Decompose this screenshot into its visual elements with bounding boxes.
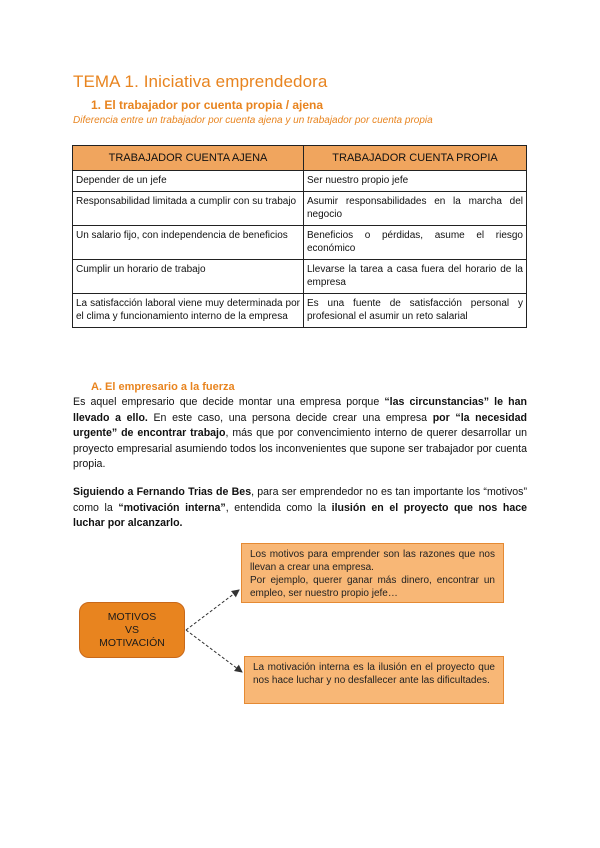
bold-run: “motivación interna” [118,501,226,514]
motivos-vs-motivacion-box [79,602,185,658]
text-run: , para ser emprendedor no es tan importante los “motivos” como la [73,486,527,514]
section-subheading: Diferencia entre un trabajador por cuenta ajena y un trabajador por cuenta propia [73,115,433,126]
table-cell: La satisfacción laboral viene muy determinada por el clima y funcionamiento interno de la empresa [73,294,304,328]
table-cell: Ser nuestro propio jefe [304,171,527,192]
table-cell: Depender de un jefe [73,171,304,192]
text-run: , más que por convencimiento interno de querer desarrollar un proyecto empresarial asumiendo todos los inconvenientes que supone ser trabajador por cuenta propia. [73,427,527,470]
section-heading: 1. El trabajador por cuenta propia / ajena [91,98,324,112]
column-header-propia: TRABAJADOR CUENTA PROPIA [304,146,527,171]
center-label: MOTIVOS [107,610,157,623]
motivos-definition-box [241,543,504,603]
text-run: , entendida como la [225,501,332,514]
bold-run: “las circunstancias” le han llevado a ello. [73,396,527,424]
subsection-heading: A. El empresario a la fuerza [91,381,235,393]
table-cell: Llevarse la tarea a casa fuera del horario de la empresa [304,260,527,294]
box-text: Los motivos para emprender son las razones que nos llevan a crear una empresa. [250,549,495,573]
box-text: La motivación interna es la ilusión en el proyecto que nos hace luchar y no desfallecer ante las dificultades. [253,662,495,686]
arrow-to-motivos [186,590,239,630]
table-cell: Un salario fijo, con independencia de beneficios [73,226,304,260]
bold-run: ilusión en el proyecto que nos hace luchar por alcanzarlo. [73,501,528,529]
arrow-to-motivacion [186,630,242,672]
text-run: En este caso, una persona decide crear una empresa [147,411,433,424]
motivacion-definition-box [244,656,504,704]
table-cell: Cumplir un horario de trabajo [73,260,304,294]
text-run: Es aquel empresario que decide montar una empresa porque [73,396,385,408]
column-header-ajena: TRABAJADOR CUENTA AJENA [73,146,304,171]
page-title: TEMA 1. Iniciativa emprendedora [73,72,328,91]
box-text: Por ejemplo, querer ganar más dinero, encontrar un empleo, ser nuestro propio jefe… [250,575,495,599]
center-label: VS [124,623,139,636]
table-cell: Es una fuente de satisfacción personal y profesional el asumir un reto salarial [304,294,527,328]
table-cell: Responsabilidad limitada a cumplir con su trabajo [73,192,304,226]
bold-run: Siguiendo a Fernando Trias de Bes [73,486,252,498]
bold-run: por “la necesidad urgente” de encontrar trabajo [73,411,527,439]
table-cell: Beneficios o pérdidas, asume el riesgo económico [304,226,527,260]
table-cell: Asumir responsabilidades en la marcha del negocio [304,192,527,226]
center-label: MOTIVACIÓN [99,636,165,649]
